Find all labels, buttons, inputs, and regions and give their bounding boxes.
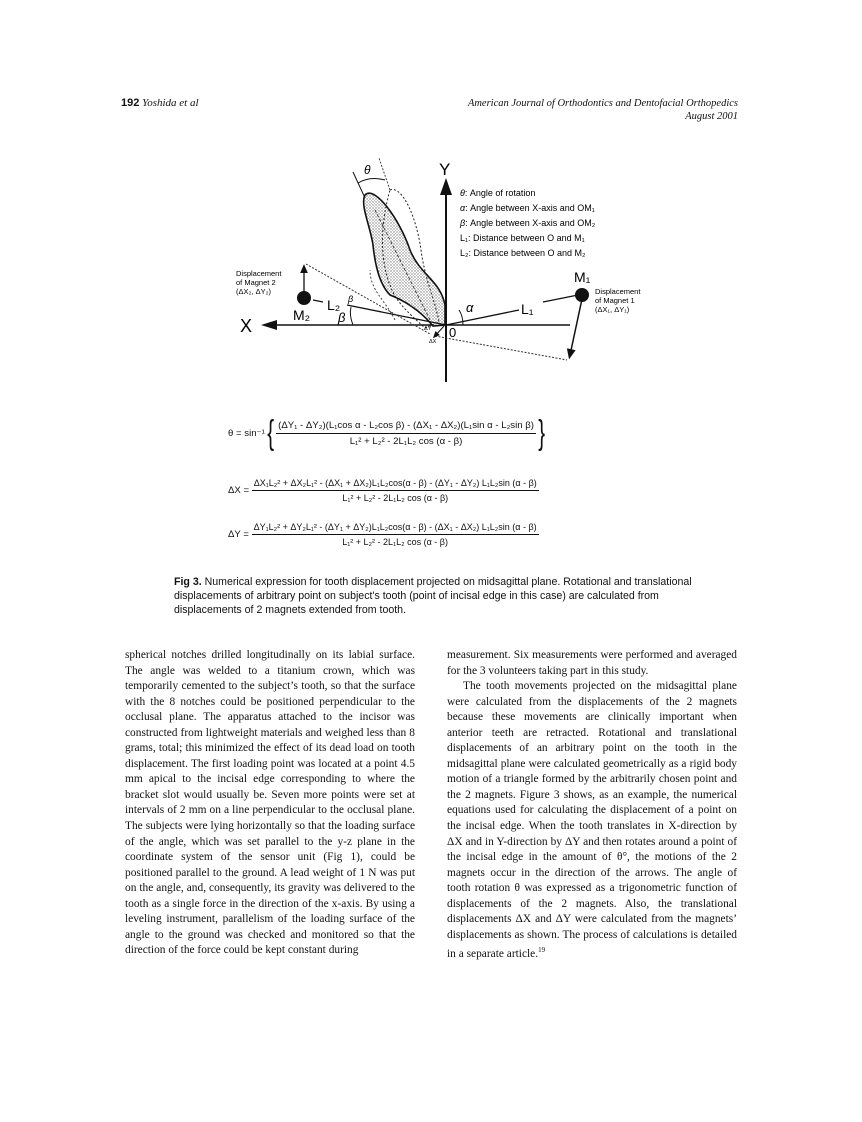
svg-text:L₂: Distance between O and M₂: L₂: Distance between O and M₂ (460, 248, 586, 258)
svg-text:L₁: Distance between O and M₁: L₁: Distance between O and M₁ (460, 233, 585, 243)
l1-line (446, 310, 519, 325)
y-axis-arrowhead (440, 178, 452, 195)
y-axis-label: Y (439, 160, 451, 179)
body-paragraph: The tooth movements projected on the midsagittal plane were calculated from the displacements of the 2 magnets because these movements are clinically important when anterior teeth are retracted. Rotational and translational displacements of an arbitrary point on the tooth in the midsagittal plane were calculated geometrically as a rigid body motion of a triangle formed by the arbitrarily chosen point and the 2 magnets. Figure 3 shows, as an example, the numerical equations used for calculating the displacement of a point on the incisal edge. When the tooth translates in X-direction by ΔX and in Y-direction by ΔY and then rotates around a point of the incisal edge in the amount of θ°, the motions of the 2 magnets occur in the direction of the arrows. The angle of tooth rotation θ was expressed as a trigonometric function of displacements of the 2 magnets. Also, the translational displacements ΔX and ΔY were calculated from the magnets’ displacements as shown. The process of calculations is detailed in a separate article.$^{19}$ (447, 680, 737, 961)
tooth-shape (364, 193, 445, 326)
svg-text:β: β (348, 294, 354, 304)
magnet-1-displacement-arrow (570, 299, 582, 355)
journal-title: American Journal of Orthodontics and Dentofacial Orthopedics (467, 98, 738, 109)
body-left-column (125, 648, 415, 959)
delta-x-equation: ΔX = ΔX₁L₂² + ΔX₂L₁² - (ΔX₁ + ΔX₂)L₁L₂cos(α - β) - (ΔY₁ - ΔY₂) L₁L₂sin (α - β) L₁² + L₂² - 2L₁L₂ cos (α - β) (228, 478, 537, 503)
delta-x-denominator: L₁² + L₂² - 2L₁L₂ cos (α - β) (342, 493, 449, 503)
origin-label: 0 (449, 325, 457, 340)
delta-y-label: ΔY (424, 326, 432, 332)
magnet-1-label: Displacement (595, 287, 641, 296)
theta-denominator: L₁² + L₂² - 2L₁L₂ cos (α - β) (349, 435, 463, 447)
figure-3-diagram (225, 150, 665, 390)
issue-date: August 2001 (685, 111, 738, 122)
figure-label: Fig 3. (174, 576, 202, 588)
tooth-displacement-diagram (225, 150, 665, 390)
l2-label: L₂ (327, 297, 341, 313)
magnet-2-dot (297, 291, 311, 305)
diagram-legend (459, 188, 596, 258)
delta-y-equation: ΔY = ΔY₁L₂² + ΔY₂L₁² - (ΔY₁ + ΔY₂)L₁L₂cos(α - β) - (ΔX₁ - ΔX₂) L₁L₂sin (α - β) L₁² + L₂² - 2L₁L₂ cos (α - β) (228, 522, 537, 547)
page-number: 192 (121, 97, 140, 109)
running-authors: Yoshida et al (142, 97, 199, 109)
svg-text:θ: Angle of rotation: θ: Angle of rotation (460, 188, 536, 198)
svg-text:(ΔX₁, ΔY₁): (ΔX₁, ΔY₁) (595, 305, 630, 314)
theta-equation: θ = sin⁻¹ { (ΔY₁ - ΔY₂)(L₁cos α - L₂cos β) - (ΔX₁ - ΔX₂)(L₁sin α - L₂sin β) L₁² + L₂² - 2L₁L₂ cos (α - β) } (228, 414, 546, 452)
delta-y-denominator: L₁² + L₂² - 2L₁L₂ cos (α - β) (342, 537, 448, 547)
delta-x-numerator: ΔX₁L₂² + ΔX₂L₁² - (ΔX₁ + ΔX₂)L₁L₂cos(α - β) - (ΔY₁ - ΔY₂) L₁L₂sin (α - β) (252, 478, 539, 491)
svg-text:of Magnet 2: of Magnet 2 (236, 278, 276, 287)
svg-text:β: Angle between X-axis and OM: β: Angle between X-axis and OM₂ (460, 218, 596, 228)
body-paragraph: spherical notches drilled longitudinally on its labial surface. The angle was welded to a titanium crown, which was temporarily cemented to the subject’s tooth, so that the surface with the 8 notches could be positioned perpendicular to the occlusal plane. The apparatus attached to the incisor was constructed from lightweight materials and weighed less than 8 grams, total; this minimized the effect of its dead load on tooth displacement. The first loading point was located at a point 4.5 mm apical to the incisal edge corresponding to where the bracket slot would usually be. Seven more points were set at intervals of 2 mm on a line perpendicular to the occlusal plane. The subjects were lying horizontally so that the loading surface of the angle, which was set parallel to the y-z plane in the coordinate system of the sensor unit (Fig 1), could be positioned parallel to the ground. A lead weight of 1 N was put on the angle, and, consequently, its gravity was delivered to the tooth as a single force in the direction of the x-axis. By using a leveling instrument, parallelism of the loading surface of the angle to the ground was checked and monitored so that the direction of the force could be kept constant during (125, 649, 415, 957)
magnet-2-label: Displacement (236, 269, 282, 278)
beta-angle-label: β (338, 310, 346, 325)
svg-text:(ΔX₂, ΔY₂): (ΔX₂, ΔY₂) (236, 287, 272, 296)
svg-text:of Magnet 1: of Magnet 1 (595, 296, 635, 305)
figure-caption (174, 575, 694, 617)
m2-label: M₂ (293, 307, 311, 323)
theta-numerator: (ΔY₁ - ΔY₂)(L₁cos α - L₂cos β) - (ΔX₁ - ΔX₂)(L₁sin α - L₂sin β) (276, 420, 536, 434)
l1-label: L₁ (521, 301, 534, 317)
body-right-column (447, 648, 737, 963)
running-header-right (468, 97, 738, 123)
delta-x-label: ΔX (429, 339, 437, 345)
caption-text: Numerical expression for tooth displacement projected on midsagittal plane. Rotational and translational displacements of arbitrary point on subject's tooth (point of incisal edge in this case) are calculated from displacements of 2 magnets extended from tooth. (174, 576, 692, 616)
body-paragraph: measurement. Six measurements were performed and averaged for the 3 volunteers taking part in this study. (447, 649, 737, 677)
theta-angle-label: θ (364, 163, 371, 177)
svg-text:α: Angle between X-axis and OM: α: Angle between X-axis and OM₁ (460, 203, 595, 213)
running-header-left (121, 97, 199, 109)
alpha-angle-label: α (466, 300, 474, 315)
m1-label: M₁ (574, 269, 591, 285)
x-axis-label: X (240, 316, 253, 336)
x-axis-arrowhead (261, 320, 277, 330)
delta-y-numerator: ΔY₁L₂² + ΔY₂L₁² - (ΔY₁ + ΔY₂)L₁L₂cos(α - β) - (ΔX₁ - ΔX₂) L₁L₂sin (α - β) (252, 522, 539, 535)
citation-ref[interactable]: 19 (538, 946, 546, 955)
